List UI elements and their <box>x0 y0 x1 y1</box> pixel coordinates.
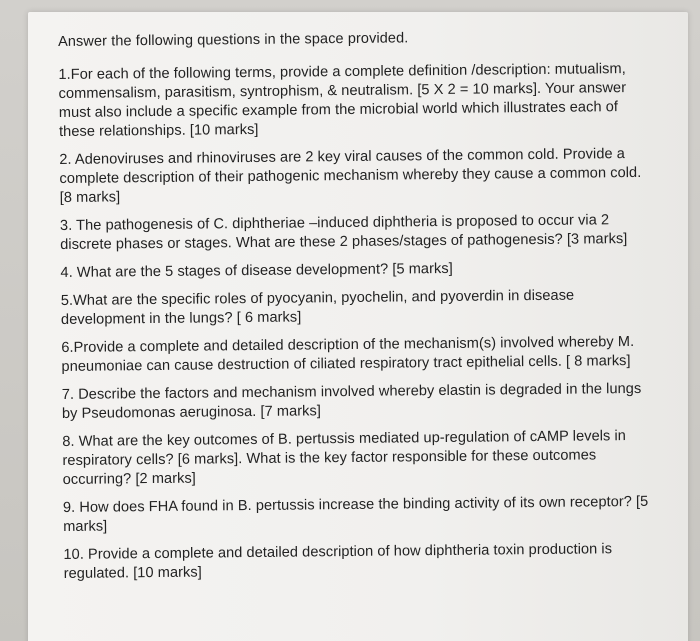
question-5: 5.What are the specific roles of pyocyanin, pyochelin, and pyoverdin in disease development in the lungs? [ 6 marks] <box>60 287 575 328</box>
question-3: 3. The pathogenesis of C. diphtheriae –induced diphtheria is proposed to occur via 2 discrete phases or stages. What are these 2 phases/stages of pathogenesis? [3 marks] <box>59 212 628 253</box>
instructions-heading: Answer the following questions in the space provided. <box>58 30 409 50</box>
question-1: 1.For each of the following terms, provide a complete definition /description: mutualism, commensalism, parasitism, syntrophism, & neutralism. [5 X 2 = 10 marks]. Your answer must also include a specific example from the microbial world which illustrates each of these relationships. [10 marks] <box>58 61 627 140</box>
question-2: 2. Adenoviruses and rhinoviruses are 2 key viral causes of the common cold. Provide a complete description of their pathogenic mechanism whereby they cause a common cold. [8 marks] <box>59 146 642 206</box>
question-sheet-content <box>58 28 654 593</box>
question-4: 4. What are the 5 stages of disease development? [5 marks] <box>60 260 453 281</box>
question-8: 8. What are the key outcomes of B. pertussis mediated up-regulation of cAMP levels in respiratory cells? [6 marks]. What is the key factor responsible for these outcomes occurring? [2 marks] <box>62 428 627 488</box>
question-7: 7. Describe the factors and mechanism involved whereby elastin is degraded in the lungs by Pseudomonas aeruginosa. [7 marks] <box>61 380 642 422</box>
question-10: 10. Provide a complete and detailed description of how diphtheria toxin production is regulated. [10 marks] <box>63 541 613 582</box>
question-6: 6.Provide a complete and detailed description of the mechanism(s) involved whereby M. pneumoniae can cause destruction of ciliated respiratory tract epithelial cells. [ 8 marks] <box>61 333 635 375</box>
question-9: 9. How does FHA found in B. pertussis increase the binding activity of its own receptor? [5 marks] <box>62 493 649 535</box>
